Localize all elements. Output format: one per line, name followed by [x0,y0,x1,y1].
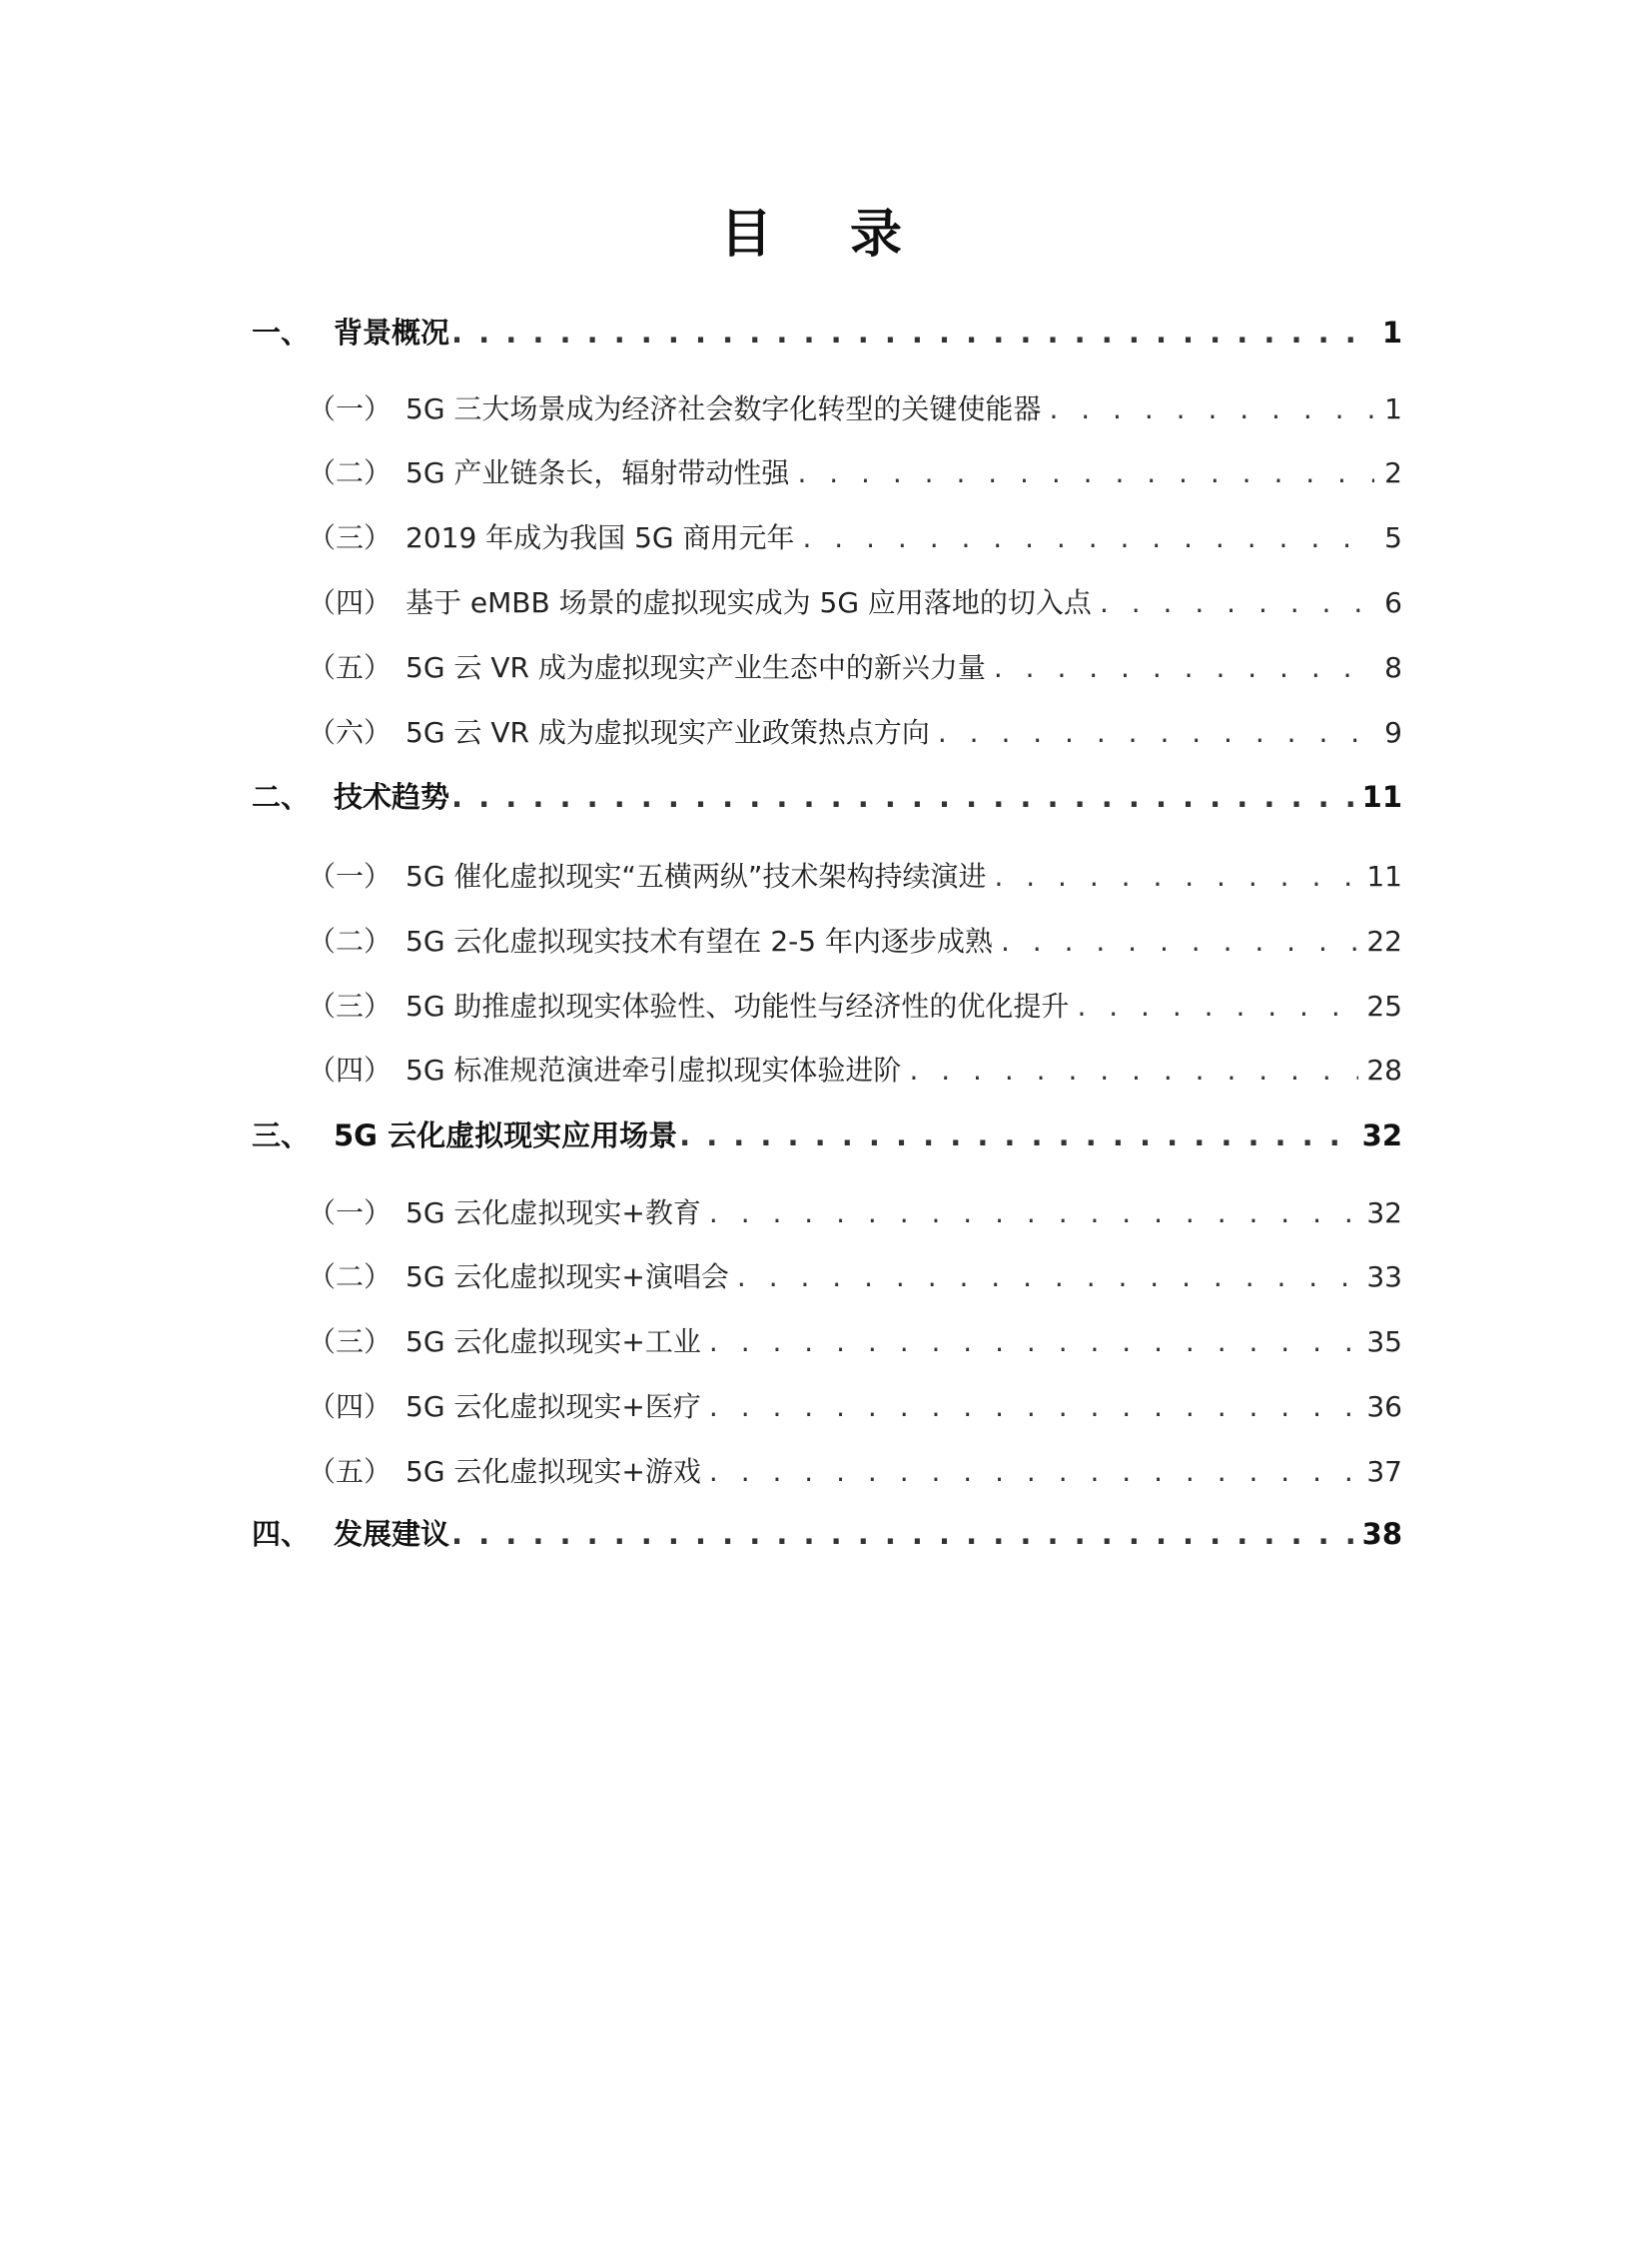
toc-entry-title: 5G 云 VR 成为虚拟现实产业政策热点方向 [406,716,930,749]
toc-entry-title: 2019 年成为我国 5G 商用元年 [406,521,795,554]
toc-entry-subsection-2-3[interactable] [308,985,1402,1029]
dot-leader [709,1191,1358,1235]
toc-entry-page-number: 35 [1366,1325,1402,1358]
toc-entry-title: 5G 云化虚拟现实+演唱会 [406,1260,729,1293]
toc-entry-subsection-1-1[interactable] [308,387,1402,431]
dot-leader [994,855,1358,899]
toc-entry-subsection-2-2[interactable] [308,920,1402,964]
toc-entry-number: （三） [308,521,393,554]
page-title: 目 录 [719,205,933,265]
toc-entry-section-3[interactable] [252,1114,1402,1157]
toc-entry-number: 四、 [252,1517,311,1551]
toc-entry-page-number: 33 [1366,1260,1402,1293]
dot-leader [1100,581,1374,625]
toc-entry-subsection-1-3[interactable] [308,516,1402,560]
toc-entry-page-number: 32 [1361,1119,1402,1152]
toc-entry-title: 5G 云化虚拟现实+游戏 [406,1455,701,1488]
toc-entry-title: 5G 催化虚拟现实“五横两纵”技术架构持续演进 [406,860,987,893]
toc-entry-page-number: 5 [1384,521,1402,554]
dot-leader [709,1320,1358,1364]
toc-entry-subsection-3-1[interactable] [308,1191,1402,1235]
toc-entry-title: 5G 标准规范演进牵引虚拟现实体验进阶 [406,1054,902,1087]
dot-leader [1001,920,1358,964]
toc-entry-title: 5G 助推虚拟现实体验性、功能性与经济性的优化提升 [406,990,1070,1023]
toc-entry-title: 基于 eMBB 场景的虚拟现实成为 5G 应用落地的切入点 [406,586,1092,619]
toc-entry-section-1[interactable] [252,311,1402,355]
dot-leader [709,1385,1358,1429]
dot-leader [1049,387,1374,431]
toc-entry-number: 二、 [252,780,311,814]
toc-entry-page-number: 8 [1384,651,1402,684]
toc-entry-number: （四） [308,586,393,619]
toc-entry-page-number: 9 [1384,716,1402,749]
dot-leader [994,646,1374,690]
toc-entry-number: （五） [308,1455,393,1488]
dot-leader [709,1450,1358,1494]
toc-entry-number: 三、 [252,1119,311,1152]
dot-leader [938,711,1374,755]
toc-entry-title: 发展建议 [334,1517,450,1551]
dot-leader [451,1512,1354,1556]
toc-entry-subsection-3-3[interactable] [308,1320,1402,1364]
toc-entry-subsection-3-5[interactable] [308,1450,1402,1494]
toc-entry-page-number: 37 [1366,1455,1402,1488]
toc-entry-number: （六） [308,716,393,749]
toc-entry-page-number: 25 [1366,990,1402,1023]
toc-entry-subsection-2-4[interactable] [308,1049,1402,1093]
dot-leader [679,1114,1354,1157]
toc-entry-number: （一） [308,392,393,425]
toc-entry-page-number: 1 [1384,392,1402,425]
toc-entry-number: （一） [308,1196,393,1229]
toc-entry-subsection-1-4[interactable] [308,581,1402,625]
dot-leader [451,775,1354,819]
toc-entry-subsection-3-2[interactable] [308,1255,1402,1299]
toc-entry-number: （四） [308,1390,393,1423]
toc-entry-section-4[interactable] [252,1512,1402,1556]
toc-entry-subsection-1-6[interactable] [308,711,1402,755]
toc-entry-title: 5G 云化虚拟现实技术有望在 2-5 年内逐步成熟 [406,925,993,958]
toc-entry-number: （一） [308,860,393,893]
toc-entry-title: 5G 云 VR 成为虚拟现实产业生态中的新兴力量 [406,651,986,684]
toc-entry-title: 背景概况 [334,316,450,350]
dot-leader [909,1049,1358,1093]
toc-entry-number: （三） [308,990,393,1023]
dot-leader [803,516,1375,560]
toc-entry-section-2[interactable] [252,775,1402,819]
toc-entry-page-number: 32 [1366,1196,1402,1229]
toc-entry-page-number: 22 [1366,925,1402,958]
toc-entry-page-number: 36 [1366,1390,1402,1423]
toc-entry-number: （三） [308,1325,393,1358]
toc-entry-subsection-1-5[interactable] [308,646,1402,690]
toc-entry-title: 5G 云化虚拟现实+医疗 [406,1390,701,1423]
toc-entry-title: 5G 云化虚拟现实+教育 [406,1196,701,1229]
dot-leader [797,451,1374,495]
toc-entry-subsection-2-1[interactable] [308,855,1402,899]
toc-entry-title: 技术趋势 [334,780,450,814]
toc-entry-subsection-1-2[interactable] [308,451,1402,495]
toc-entry-number: （四） [308,1054,393,1087]
dot-leader [1077,985,1358,1029]
dot-leader [451,311,1374,355]
toc-entry-number: （二） [308,456,393,489]
toc-entry-page-number: 28 [1366,1054,1402,1087]
toc-entry-page-number: 11 [1366,860,1402,893]
toc-entry-page-number: 1 [1381,316,1402,350]
toc-entry-title: 5G 三大场景成为经济社会数字化转型的关键使能器 [406,392,1042,425]
toc-entry-number: （二） [308,1260,393,1293]
toc-entry-title: 5G 云化虚拟现实应用场景 [334,1119,678,1152]
toc-entry-number: （二） [308,925,393,958]
dot-leader [737,1255,1358,1299]
toc-entry-title: 5G 云化虚拟现实+工业 [406,1325,701,1358]
toc-entry-number: 一、 [252,316,311,350]
toc-entry-number: （五） [308,651,393,684]
toc-entry-title: 5G 产业链条长，辐射带动性强 [406,456,790,489]
toc-entry-page-number: 38 [1361,1517,1402,1551]
toc-entry-subsection-3-4[interactable] [308,1385,1402,1429]
toc-entry-page-number: 11 [1361,780,1402,814]
toc-entry-page-number: 2 [1384,456,1402,489]
toc-entry-page-number: 6 [1384,586,1402,619]
